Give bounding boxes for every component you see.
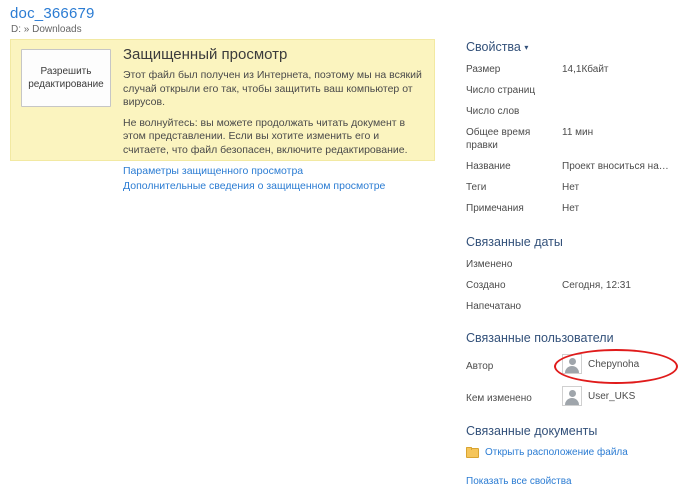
protected-view-more-info-link[interactable]: Дополнительные сведения о защищенном просмотре bbox=[123, 180, 386, 192]
user-name[interactable]: Chepynoha bbox=[588, 358, 640, 370]
date-row bbox=[466, 300, 680, 313]
property-value[interactable]: Нет bbox=[562, 182, 580, 193]
date-label: Напечатано bbox=[466, 301, 522, 312]
protected-view-paragraph-1: Этот файл был получен из Интернета, поэтому мы на всякий случай открыли его так, чтобы защитить ваш компьютер от вирусов. bbox=[123, 69, 422, 108]
properties-section-label: Свойства bbox=[466, 40, 521, 54]
show-all-properties-link[interactable]: Показать все свойства bbox=[466, 476, 572, 487]
properties-section bbox=[466, 40, 680, 215]
property-value[interactable]: 14,1Кбайт bbox=[562, 64, 609, 75]
property-label: Название bbox=[466, 161, 511, 172]
open-file-location-link[interactable]: Открыть расположение файла bbox=[485, 447, 628, 458]
property-label: Размер bbox=[466, 64, 501, 75]
property-label: Общее время правки bbox=[466, 127, 531, 151]
property-row bbox=[466, 160, 680, 173]
open-file-location-row[interactable] bbox=[466, 447, 680, 458]
property-row bbox=[466, 202, 680, 215]
protected-view-banner bbox=[10, 39, 435, 192]
property-row bbox=[466, 84, 680, 97]
properties-pane bbox=[466, 40, 680, 501]
enable-editing-button[interactable]: Разрешить редактирование bbox=[21, 49, 111, 107]
page-title: doc_366679 bbox=[10, 5, 95, 22]
protected-view-paragraph-2: Не волнуйтесь: вы можете продолжать читать документ в этом представлении. Если вы хотите изменить его и считаете, что файл безопасен, включите редактирование. bbox=[123, 116, 408, 156]
property-value[interactable] bbox=[562, 105, 680, 118]
date-row bbox=[466, 279, 680, 292]
user-label: Кем изменено bbox=[466, 393, 532, 404]
property-label: Примечания bbox=[466, 203, 524, 214]
documents-section bbox=[466, 424, 680, 487]
property-value[interactable]: 11 мин bbox=[562, 127, 594, 138]
property-label: Число слов bbox=[466, 106, 520, 117]
user-name[interactable]: User_UKS bbox=[588, 390, 636, 402]
user-row-modified-by bbox=[466, 386, 680, 406]
date-value[interactable] bbox=[562, 300, 680, 313]
users-section bbox=[466, 331, 680, 406]
protected-view-heading: Защищенный просмотр bbox=[123, 46, 288, 63]
property-row bbox=[466, 181, 680, 194]
dates-section-title: Связанные даты bbox=[466, 235, 563, 249]
user-row-author bbox=[466, 354, 680, 374]
breadcrumb: D: » Downloads bbox=[11, 24, 82, 35]
property-label: Теги bbox=[466, 182, 487, 193]
date-value[interactable] bbox=[562, 258, 680, 271]
protected-view-settings-link[interactable]: Параметры защищенного просмотра bbox=[123, 165, 304, 177]
date-label: Создано bbox=[466, 280, 506, 291]
property-row bbox=[466, 126, 680, 152]
users-section-title: Связанные пользователи bbox=[466, 331, 614, 345]
properties-section-title[interactable] bbox=[466, 40, 680, 54]
date-row bbox=[466, 258, 680, 271]
avatar bbox=[562, 354, 582, 374]
property-row bbox=[466, 105, 680, 118]
property-row bbox=[466, 63, 680, 76]
documents-section-title: Связанные документы bbox=[466, 424, 598, 438]
user-label: Автор bbox=[466, 361, 494, 372]
folder-icon bbox=[466, 447, 479, 458]
date-value[interactable]: Сегодня, 12:31 bbox=[562, 280, 631, 291]
protected-view-body bbox=[123, 46, 426, 194]
property-value[interactable] bbox=[562, 84, 680, 97]
dates-section bbox=[466, 235, 680, 313]
chevron-down-icon: ▾ bbox=[524, 43, 529, 53]
property-label: Число страниц bbox=[466, 85, 536, 96]
date-label: Изменено bbox=[466, 259, 513, 270]
property-value[interactable]: Нет bbox=[562, 203, 580, 214]
avatar bbox=[562, 386, 582, 406]
property-value[interactable]: Проект вноситься на… bbox=[562, 161, 669, 172]
